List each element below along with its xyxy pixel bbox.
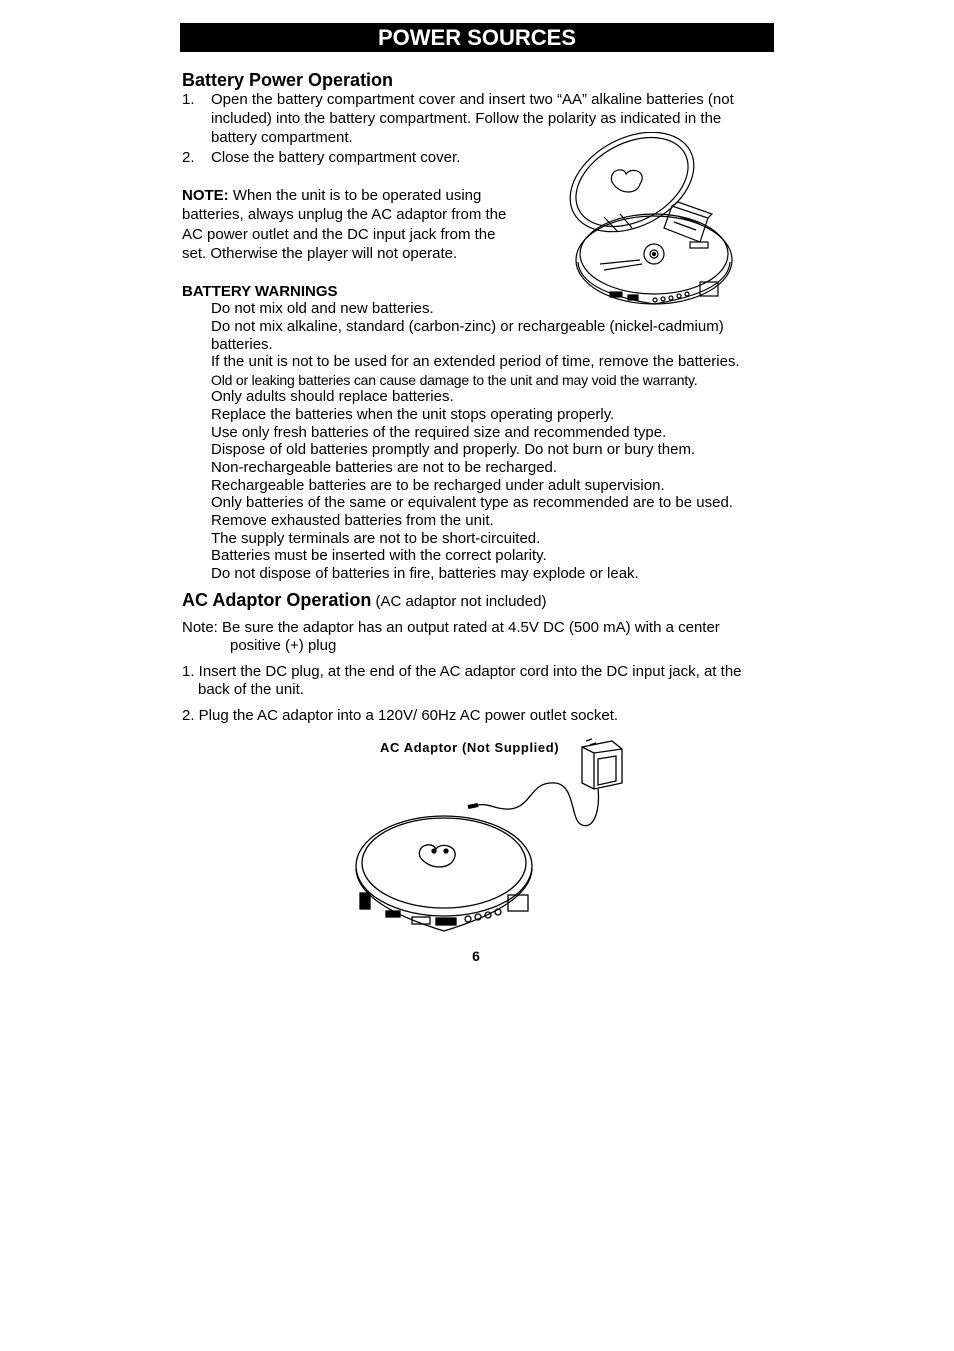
- ac-step-1-line-1: 1. Insert the DC plug, at the end of the AC adaptor cord into the DC input jack, at the: [182, 663, 742, 680]
- warning-item: The supply terminals are not to be short-circuited.: [211, 530, 541, 547]
- ac-heading-sub: (AC adaptor not included): [371, 593, 547, 610]
- warning-item: Do not mix old and new batteries.: [211, 300, 434, 317]
- battery-note-line-2: batteries, always unplug the AC adaptor from the: [182, 206, 507, 223]
- ac-note-line-1: Note: Be sure the adaptor has an output rated at 4.5V DC (500 mA) with a center: [182, 619, 720, 636]
- cd-player-with-adaptor-illustration: [350, 735, 630, 940]
- step-1-line-2: included) into the battery compartment. Follow the polarity as indicated in the: [211, 110, 722, 127]
- step-1-number: 1.: [182, 91, 195, 108]
- warning-item: batteries.: [211, 336, 273, 353]
- step-2-number: 2.: [182, 149, 195, 166]
- warning-item: Dispose of old batteries promptly and properly. Do not burn or bury them.: [211, 441, 696, 458]
- page-title: POWER SOURCES: [180, 23, 774, 52]
- warning-item: Replace the batteries when the unit stops operating properly.: [211, 406, 615, 423]
- warning-item: Only batteries of the same or equivalent type as recommended are to be used.: [211, 494, 733, 511]
- open-cd-player-illustration: [560, 132, 740, 314]
- warning-item: Only adults should replace batteries.: [211, 388, 454, 405]
- figure-caption: AC Adaptor (Not Supplied): [380, 740, 560, 755]
- warning-item: Rechargeable batteries are to be recharged under adult supervision.: [211, 477, 665, 494]
- step-1-line-3: battery compartment.: [211, 129, 353, 146]
- warning-item: Use only fresh batteries of the required size and recommended type.: [211, 424, 667, 441]
- warning-item: Non-rechargeable batteries are not to be recharged.: [211, 459, 558, 476]
- page-number: 6: [472, 948, 480, 964]
- step-1-line-1: Open the battery compartment cover and insert two “AA” alkaline batteries (not: [211, 91, 734, 108]
- battery-note-line-3: AC power outlet and the DC input jack from the: [182, 226, 496, 243]
- warnings-heading: BATTERY WARNINGS: [182, 283, 338, 300]
- warning-item: Do not dispose of batteries in fire, batteries may explode or leak.: [211, 565, 639, 582]
- warning-item: If the unit is not to be used for an extended period of time, remove the batteries.: [211, 353, 740, 370]
- ac-step-2: 2. Plug the AC adaptor into a 120V/ 60Hz AC power outlet socket.: [182, 707, 619, 724]
- battery-note-line-1: NOTE: When the unit is to be operated using: [182, 187, 482, 204]
- warning-item: Do not mix alkaline, standard (carbon-zinc) or rechargeable (nickel-cadmium): [211, 318, 724, 335]
- ac-note-line-2: positive (+) plug: [230, 637, 337, 654]
- battery-heading: Battery Power Operation: [182, 70, 394, 90]
- warning-item: Batteries must be inserted with the correct polarity.: [211, 547, 547, 564]
- step-2-line-1: Close the battery compartment cover.: [211, 149, 461, 166]
- warning-item: Old or leaking batteries can cause damage to the unit and may void the warranty.: [211, 372, 698, 388]
- warning-item: Remove exhausted batteries from the unit.: [211, 512, 494, 529]
- ac-heading: AC Adaptor Operation (AC adaptor not included): [182, 590, 547, 610]
- ac-step-1-line-2: back of the unit.: [198, 681, 304, 698]
- battery-note-line-4: set. Otherwise the player will not operate.: [182, 245, 458, 262]
- note-label: NOTE:: [182, 187, 229, 204]
